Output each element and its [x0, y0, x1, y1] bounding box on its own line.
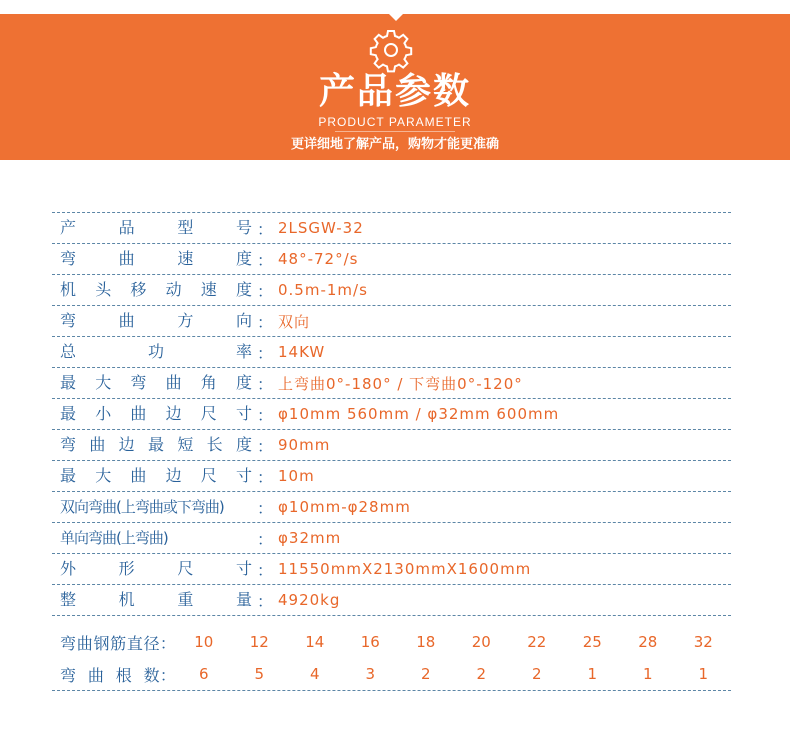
bending-cell: 2 [531, 665, 542, 683]
spec-label: 总 功 率 [60, 342, 252, 361]
bending-cell: 3 [365, 665, 376, 683]
spec-label: 弯 曲 速 度 [60, 249, 252, 268]
spec-row [52, 306, 731, 337]
spec-label: 整 机 重 量 [60, 590, 252, 609]
bending-cell: 20 [471, 633, 491, 651]
spec-colon: ： [256, 281, 273, 301]
spec-row [52, 337, 731, 368]
spec-colon: ： [256, 405, 273, 425]
spec-row [52, 554, 731, 585]
bending-colon: ： [159, 633, 176, 653]
spec-list [52, 212, 731, 616]
bending-table [52, 626, 731, 691]
bending-cell: 4 [309, 665, 320, 683]
spec-value: 90mm [278, 436, 331, 454]
bending-cell: 28 [638, 633, 658, 651]
spec-label: 单向弯曲(上弯曲) [60, 529, 168, 547]
spec-value: 2LSGW-32 [278, 219, 364, 237]
spec-label: 双向弯曲(上弯曲或下弯曲) [60, 498, 224, 516]
spec-colon: ： [256, 498, 273, 518]
bending-cell: 32 [693, 633, 713, 651]
spec-colon: ： [256, 219, 273, 239]
spec-label: 机 头 移 动 速 度 [60, 280, 252, 299]
spec-row [52, 399, 731, 430]
spec-label: 最 小 曲 边 尺 寸 [60, 404, 252, 423]
spec-value: φ10mm 560mm / φ32mm 600mm [278, 405, 560, 423]
spec-label: 外 形 尺 寸 [60, 559, 252, 578]
spec-value: 11550mmX2130mmX1600mm [278, 560, 532, 578]
gear-icon [368, 27, 414, 73]
bending-cell: 18 [416, 633, 436, 651]
spec-colon: ： [256, 343, 273, 363]
bending-cell: 5 [254, 665, 265, 683]
spec-value: φ32mm [278, 529, 342, 547]
spec-colon: ： [256, 436, 273, 456]
bending-cell: 1 [642, 665, 653, 683]
bending-cell: 1 [587, 665, 598, 683]
bending-label: 弯 曲 钢 筋 直 径 [60, 633, 160, 653]
spec-colon: ： [256, 374, 273, 394]
bending-cell: 14 [305, 633, 325, 651]
spec-label: 弯 曲 边 最 短 长 度 [60, 435, 252, 454]
spec-row [52, 368, 731, 399]
spec-label: 产 品 型 号 [60, 218, 252, 237]
spec-value: 10m [278, 467, 315, 485]
bending-cell: 22 [527, 633, 547, 651]
spec-row [52, 275, 731, 306]
spec-colon: ： [256, 591, 273, 611]
bending-cell: 10 [194, 633, 214, 651]
spec-label: 最 大 弯 曲 角 度 [60, 373, 252, 392]
banner-notch [388, 13, 404, 21]
spec-value: 48°-72°/s [278, 250, 359, 268]
spec-value: 上弯曲0°-180° / 下弯曲0°-120° [278, 374, 523, 393]
spec-colon: ： [256, 467, 273, 487]
spec-row [52, 523, 731, 554]
spec-colon: ： [256, 250, 273, 270]
spec-value: 14KW [278, 343, 326, 361]
bending-row [52, 626, 731, 658]
spec-label: 最 大 曲 边 尺 寸 [60, 466, 252, 485]
spec-value: 0.5m-1m/s [278, 281, 368, 299]
page-title: 产品参数 [318, 71, 471, 112]
spec-row [52, 430, 731, 461]
bending-cell: 16 [360, 633, 380, 651]
spec-value: φ10mm-φ28mm [278, 498, 411, 516]
bending-label: 弯 曲 根 数 [60, 665, 160, 685]
spec-colon: ： [256, 312, 273, 332]
spec-row [52, 461, 731, 492]
bending-cell: 2 [420, 665, 431, 683]
bending-cell: 1 [698, 665, 709, 683]
bending-cell: 12 [249, 633, 269, 651]
bending-cell: 25 [582, 633, 602, 651]
spec-label: 弯 曲 方 向 [60, 311, 252, 330]
spec-value: 4920kg [278, 591, 341, 609]
bending-cell: 6 [198, 665, 209, 683]
spec-row [52, 213, 731, 244]
spec-row [52, 492, 731, 523]
page-subtitle-en: PRODUCT PARAMETER [318, 115, 472, 129]
page-subtitle-cn: 更详细地了解产品，购物才能更准确 [290, 137, 499, 152]
spec-colon: ： [256, 560, 273, 580]
bending-colon: ： [159, 665, 176, 685]
spec-row [52, 244, 731, 275]
bending-cell: 2 [476, 665, 487, 683]
subtitle-divider [335, 131, 455, 132]
spec-value: 双向 [278, 312, 311, 331]
spec-colon: ： [256, 529, 273, 549]
spec-row [52, 585, 731, 616]
bending-row [52, 658, 731, 690]
